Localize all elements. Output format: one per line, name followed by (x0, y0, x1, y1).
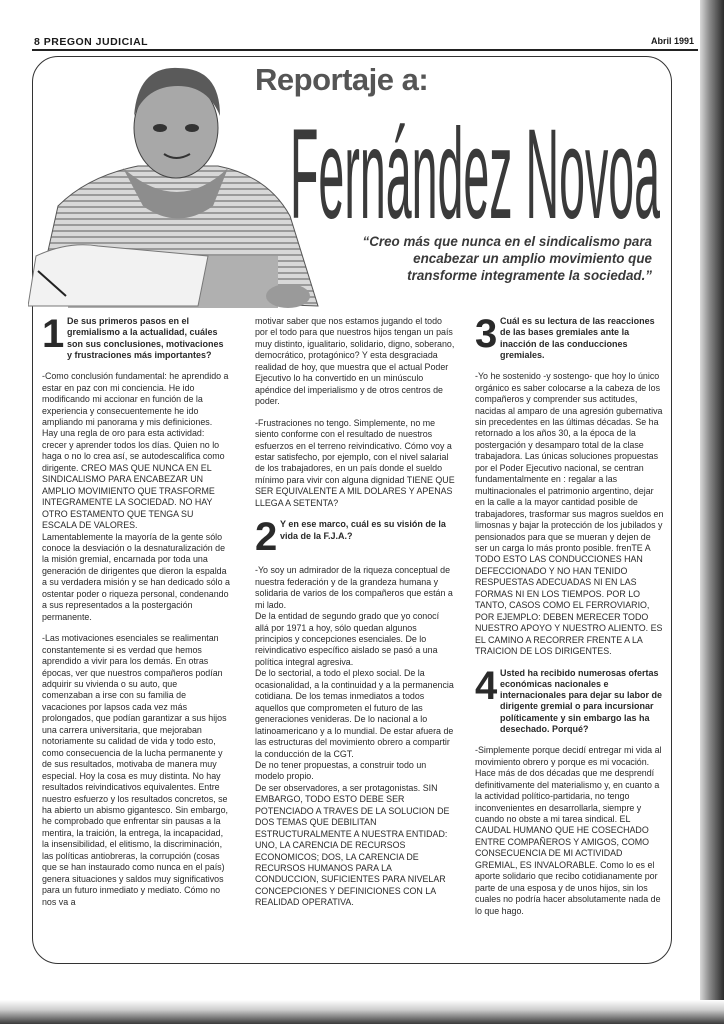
question-3 (475, 312, 665, 361)
column-3 (475, 312, 665, 927)
question-number: 2 (255, 515, 278, 560)
page-edge-shadow (700, 0, 724, 1024)
kicker-title: Reportaje a: (255, 62, 429, 97)
question-4 (475, 663, 665, 736)
question-number: 4 (475, 663, 498, 708)
answer-paragraph: -Simplemente porque decidí entregar mi vida al movimiento obrero y porque es mi vocación. Hace más de dos décadas que me desprendí definitivamente del materialismo y, en cuanto a la actividad político-partidaria, no tengo inconvenientes en desarrollarla, siempre y cuando no obste a mi tarea sindical. EL CAUDAL HUMANO QUE HE COSECHADO ENTRE COMPAÑEROS Y AMIGOS, COMO CONSECUENCIA DE MI ACTIVIDAD GREMIAL, ES INVALORABLE. Como lo es el aporte solidario que recibo cotidianamente por parte de una esposa y de unos hijos, sin los cuales no podría hacer absolutamente nada de lo que hago. (475, 745, 662, 916)
question-number: 3 (475, 312, 498, 356)
answer-paragraph: motivar saber que nos estamos jugando el todo por el todo para que nuestros hijos tengan un país muy distinto, igualitario, solidario, digno, soberano, democrático, protagónico? Y esta desgraciada realidad de hoy, que muestra que el actual Poder Ejecutivo lo ha convertido en un minúsculo apéndice del imperialismo y de otros centros de poder. (255, 316, 455, 407)
column-1 (42, 312, 230, 918)
question-2 (255, 515, 455, 560)
pull-quote: “Creo más que nunca en el sindicalismo para encabezar un amplio movimiento que transforme integramente la sociedad.” (362, 234, 652, 283)
header-rule (32, 49, 698, 51)
answer-paragraph: -Yo he sostenido -y sostengo- que hoy lo único orgánico es saber colocarse a la cabeza de los compañeros y comprender sus actitudes, nacidas al amparo de una agresión gubernativa sin precedentes en las últimas décadas. Se ha retornado a los años 30, a la época de la postergación y desamparo total de la clase trabajadora. Las únicas soluciones propuestas por el Poder Ejecutivo nacional, se centran fundamentalmente en : regalar a las multinacionales el patrimonio argentino, dejar en la calle a la mayor cantidad posible de trabajadores, trasformar sus magros sueldos en limosnas y bajar la protección de los jubilados y pensionados para que se mueran y dejen de ser un carga lo más pronto posible. frenTE A TODO ESTO LAS CONDUCCIONES HAN DEFECCIONADO Y NO HAN TENIDO RESPUESTAS ADECUADAS NI EN LAS FORMAS NI EN LOS TIEMPOS. POR LO TANTO, CASOS COMO EL FERROVIARIO, POR EJEMPLO: DEBEN MERECER TODO NUESTRO APOYO Y NUESTRO ALIENTO. ES EL CAMINO A RECORRER FRENTE A LA TRAICION DE LOS DIRIGENTES. (475, 371, 664, 657)
question-number: 1 (42, 312, 65, 356)
question-text: Cuál es su lectura de las reacciones de las bases gremiales ante la inacción de las conducciones gremiales. (500, 316, 655, 360)
svg-text:Fernández Novoa: Fernández Novoa (290, 103, 660, 230)
answer-paragraph: -Frustraciones no tengo. Simplemente, no me siento conforme con el resultado de nuestros esfuerzos en el terreno reivindicativo. Cómo voy a estar satisfecho, por ejemplo, con el nivel salarial de los trabajadores, en un país donde el sueldo mínimo para vivir con alguna dignidad TIENE QUE SER EQUIVALENTE A MIL DOLARES Y APENAS LLEGA A SETENTA? (255, 417, 455, 508)
scan-bottom-band (0, 1000, 724, 1024)
answer-paragraph: -Como conclusión fundamental: he aprendido a estar en paz con mi conciencia. He ido modificando mi accionar en función de la experiencia y consecuentemente he ido ampliando mi panorama y mis definiciones. Hay una regla de oro para esta actividad: crecer y aprender todos los días. Quien no lo haga o no lo crea así, se autodescalifica como dirigente. CREO MAS QUE NUNCA EN EL SINDICALISMO PARA ENCABEZAR UN AMPLIO MOVIMIENTO QUE TRASFORME INTEGRAMENTE LA SOCIEDAD. NO HAY OTRO ESTAMENTO QUE TENGA SU ESCALA DE VALORES. Lamentablemente la mayoría de la gente sólo conoce la desviación o la desnaturalización de la misión gremial, encarnada por toda una generación de dirigentes que dieron la espalda a su verdadera misión y se han dedicado sólo a ostentar poder o riqueza personal, condenando a sus representados a la postergación permanente. (42, 371, 230, 622)
answer-paragraph: -Yo soy un admirador de la riqueza conceptual de nuestra federación y de la grandeza humana y solidaria de varios de los compañeros que están a mi lado. De la entidad de segundo grado que yo conocí allá por 1971 a hoy, sólo quedan algunos principios y concepciones esenciales. De lo reivindicativo específico aislado se pasó a una política integral agresiva. De lo sectorial, a todo el plexo social. De la ocasionalidad, a la continuidad y a la permanencia cotidiana. De los temas inmediatos a todos aquellos que comprometen el futuro de las generaciones venideras. De lo nacional a lo latinoamericano y a lo mundial. De estar afuera de las estructuras del movimiento obrero a compartir la conducción de la CGT. De no tener propuestas, a construir todo un modelo propio. De ser observadores, a ser protagonistas. SIN EMBARGO, TODO ESTO DEBE SER POTENCIADO A TRAVES DE LA SOLUCION DE DOS TEMAS QUE DEBILITAN ESTRUCTURALMENTE A NUESTRA ENTIDAD: UNO, LA CARENCIA DE RECURSOS ECONOMICOS; DOS, LA CARENCIA DE RECURSOS HUMANOS PARA LA CONDUCCION, SUFICIENTES PARA NIVELAR CONCEPCIONES Y DEFINICIONES CON LA REALIDAD OPERATIVA. (255, 565, 454, 908)
headline-name (290, 98, 660, 230)
question-text: De sus primeros pasos en el gremialismo a la actualidad, cuáles son sus conclusiones, motivaciones y frustraciones más importantes? (67, 316, 224, 360)
column-2 (255, 316, 455, 919)
question-text: Y en ese marco, cuál es su visión de la vida de la F.J.A.? (280, 519, 446, 541)
issue-date: Abril 1991 (650, 36, 694, 46)
answer-paragraph: -Las motivaciones esenciales se realimentan constantemente si es verdad que hemos aprendido a vivir para los demás. En otras épocas, ver que nuestros compañeros podían adquirir su vivienda o su auto, que comenzaban a irse con su familia de vacaciones por lapsos cada vez más prolongados, que podían garantizar a sus hijos una carrera universitaria, que mejoraban notoriamente su calidad de vida y todo esto, como consecuencia de la lucha permanente y de sus resultados, motivaba de manera muy especial. Hoy la cosa es muy distinta. No hay resultados reivindicativos equivalentes. Entre nuestro esfuerzo y los resultados concretos, se ha abierto un abismo gigantesco. Sin embargo, he comprobado que enfrentar sin pausas a la mentira, la traición, la entrega, la incapacidad, la insensibilidad, el elitismo, la discriminación, las políticas antiobreras, la corrupción (cosas que se han instaurado como nunca en el país) genera situaciones y saldos muy significativos para un futuro inmediato y mediato. Cómo no nos va a (42, 633, 228, 907)
question-text: Usted ha recibido numerosas ofertas económicas nacionales e internacionales para dejar su labor de dirigente gremial o para incursionar políticamente y sin embargo las ha desechado. Porqué? (500, 667, 663, 734)
question-1 (42, 312, 230, 361)
running-header: 8 PREGON JUDICIAL (34, 36, 149, 48)
